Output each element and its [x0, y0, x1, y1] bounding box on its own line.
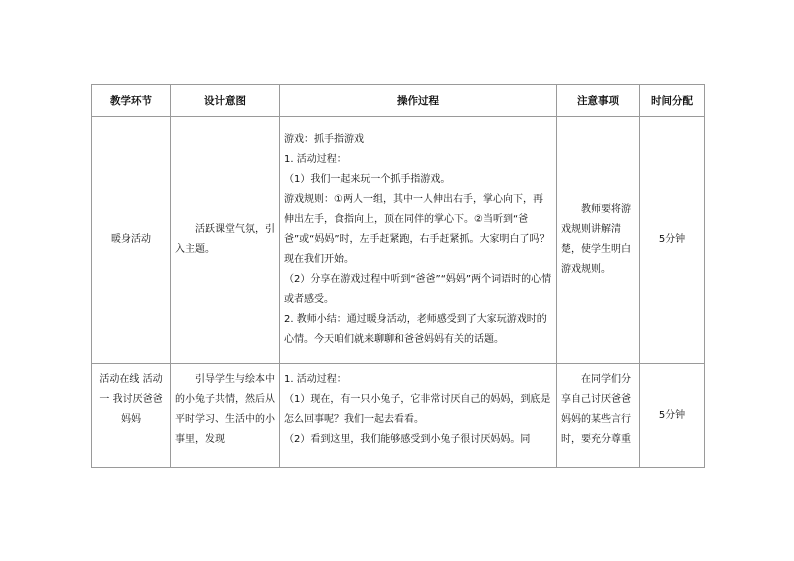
notes-cell: 在同学们分享自己讨厌爸爸妈妈的某些言行时，要充分尊重: [557, 364, 640, 468]
process-cell: [280, 364, 557, 468]
notes-cell: 教师要将游戏规则讲解清楚，使学生明白游戏规则。: [557, 117, 640, 364]
stage-cell: 活动在线 活动一 我讨厌爸爸妈妈: [92, 364, 171, 468]
intent-cell: 引导学生与绘本中的小兔子共情，然后从平时学习、生活中的小事里，发现: [171, 364, 280, 468]
header-intent: 设计意图: [171, 85, 280, 117]
header-stage: 教学环节: [92, 85, 171, 117]
lesson-plan-table: [91, 84, 705, 468]
process-line: 2. 教师小结：通过暖身活动，老师感受到了大家玩游戏时的心情。今天咱们就来聊聊和爸爸妈妈有关的话题。: [284, 314, 547, 345]
table-row: [92, 117, 705, 364]
time-cell: 5分钟: [640, 364, 705, 468]
process-line: 1. 活动过程：: [284, 374, 347, 385]
process-line: （2）分享在游戏过程中听到“爸爸”“妈妈”两个词语时的心情或者感受。: [284, 274, 552, 305]
header-row: [92, 85, 705, 117]
process-line: （1）现在，有一只小兔子，它非常讨厌自己的妈妈，到底是怎么回事呢？我们一起去看看。: [284, 394, 551, 425]
process-line: 1. 活动过程：: [284, 154, 347, 165]
intent-cell: 活跃课堂气氛，引入主题。: [171, 117, 280, 364]
header-notes: 注意事项: [557, 85, 640, 117]
process-line: 游戏规则：①两人一组，其中一人伸出右手，掌心向下，再伸出左手，食指向上，顶在同伴的掌心下。②当听到“爸爸”或“妈妈”时，左手赶紧跑，右手赶紧抓。大家明白了吗？现在我们开始。: [284, 194, 550, 265]
table-row: [92, 364, 705, 468]
header-process: 操作过程: [280, 85, 557, 117]
process-cell: [280, 117, 557, 364]
stage-cell: 暖身活动: [92, 117, 171, 364]
process-line: （2）看到这里，我们能够感受到小兔子很讨厌妈妈。同: [284, 434, 531, 445]
process-line: （1）我们一起来玩一个抓手指游戏。: [284, 174, 451, 185]
time-cell: 5分钟: [640, 117, 705, 364]
process-line: 游戏：抓手指游戏: [284, 134, 364, 145]
header-time: 时间分配: [640, 85, 705, 117]
